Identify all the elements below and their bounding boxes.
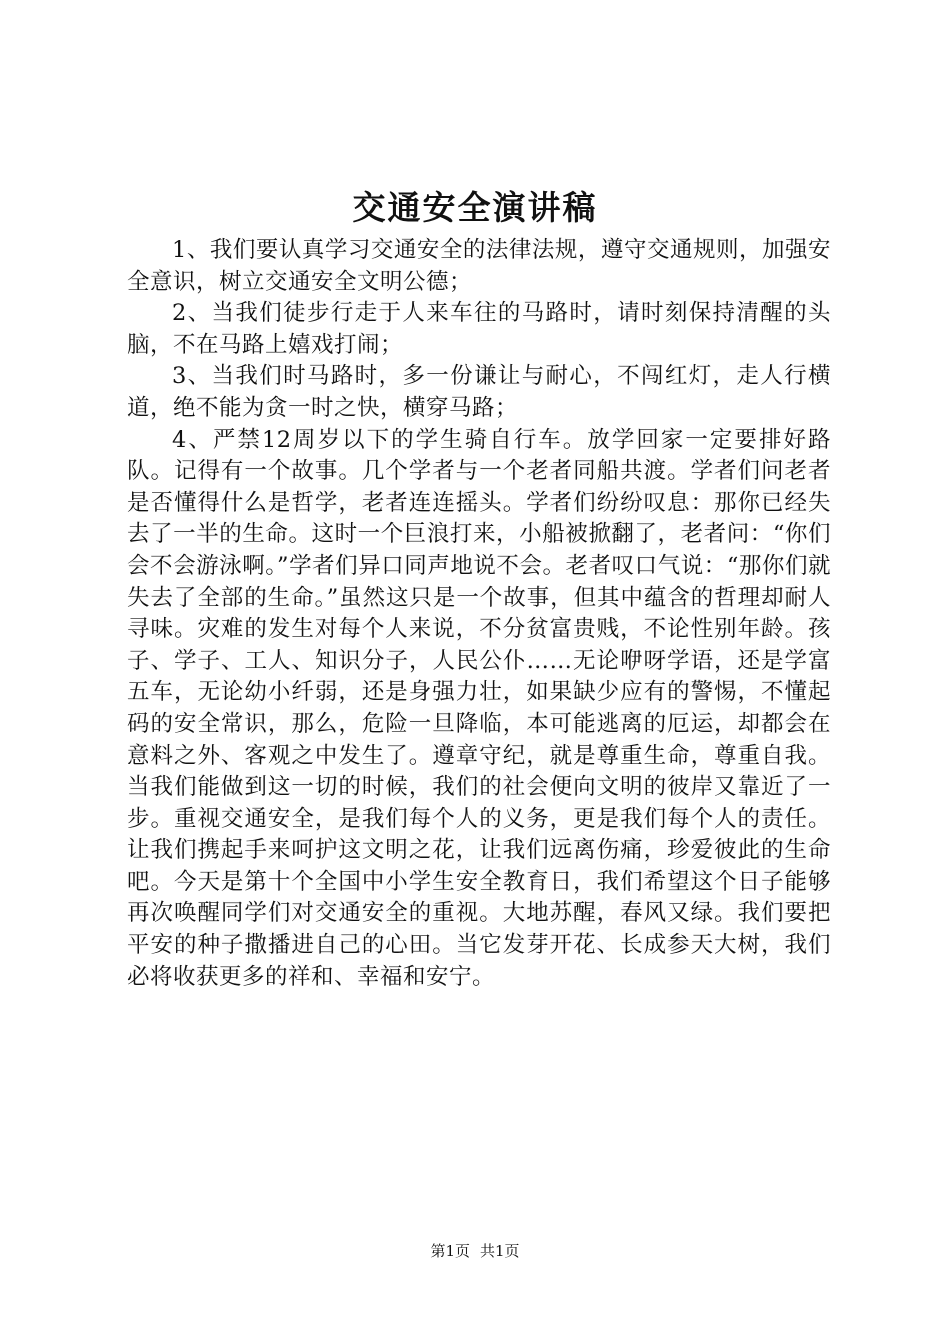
document-title: 交通安全演讲稿 [352, 188, 598, 227]
paragraph-3: 3、当我们时马路时，多一份谦让与耐心，不闯红灯，走人行横道，绝不能为贪一时之快，横穿马路； [127, 363, 831, 421]
paragraph-2: 2、当我们徒步行走于人来车往的马路时，请时刻保持清醒的头脑，不在马路上嬉戏打闹； [127, 300, 831, 358]
document-body [127, 235, 831, 993]
paragraph-1: 1、我们要认真学习交通安全的法律法规，遵守交通规则，加强安全意识，树立交通安全文明公德； [127, 237, 831, 295]
page-number: 第1页 [430, 1242, 470, 1260]
paragraph-4: 4、严禁12周岁以下的学生骑自行车。放学回家一定要排好路队。记得有一个故事。几个学者与一个老者同船共渡。学者们问老者是否懂得什么是哲学，老者连连摇头。学者们纷纷叹息：那你已经失去了一半的生命。这时一个巨浪打来，小船被掀翻了，老者问：“你们会不会游泳啊。”学者们异口同声地说不会。老者叹口气说：“那你们就失去了全部的生命。”虽然这只是一个故事，但其中蕴含的哲理却耐人寻味。灾难的发生对每个人来说，不分贫富贵贱，不论性别年龄。孩子、学子、工人、知识分子，人民公仆……无论咿呀学语，还是学富五车，无论幼小纤弱，还是身强力壮，如果缺少应有的警惕，不懂起码的安全常识，那么，危险一旦降临，本可能逃离的厄运，却都会在意料之外、客观之中发生了。遵章守纪，就是尊重生命，尊重自我。当我们能做到这一切的时候，我们的社会便向文明的彼岸又靠近了一步。重视交通安全，是我们每个人的义务，更是我们每个人的责任。让我们携起手来呵护这文明之花，让我们远离伤痛，珍爱彼此的生命吧。今天是第十个全国中小学生安全教育日，我们希望这个日子能够再次唤醒同学们对交通安全的重视。大地苏醒，春风又绿。我们要把平安的种子撒播进自己的心田。当它发芽开花、长成参天大树，我们必将收获更多的祥和、幸福和安宁。 [127, 426, 831, 990]
page-total: 共1页 [480, 1242, 520, 1260]
page-footer [0, 1241, 950, 1261]
